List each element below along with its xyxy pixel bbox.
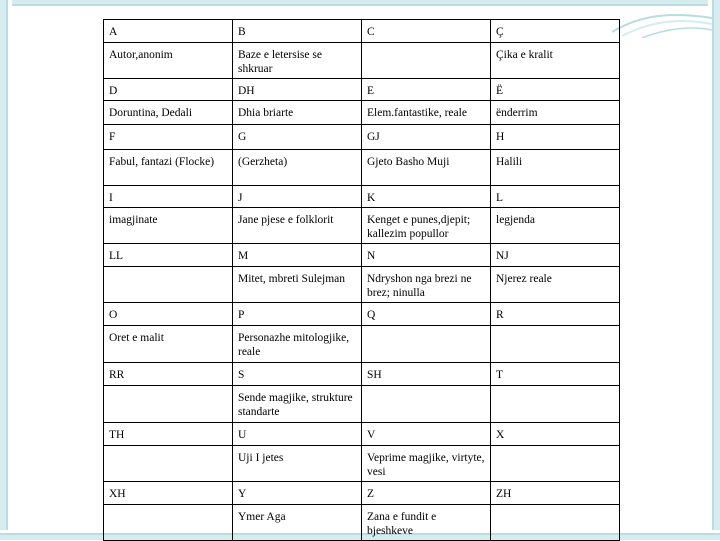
table-row [104,326,620,363]
table-cell: N [362,244,491,267]
table-row [104,446,620,482]
table-cell: TH [104,423,233,446]
table-row [104,79,620,101]
alphabet-table [103,19,620,541]
table-cell: G [233,125,362,150]
table-cell: ZH [491,482,620,505]
table-cell: Personazhe mitologjike, reale [233,326,362,363]
frame-top-border [0,0,720,8]
table-cell: R [491,303,620,326]
corner-decoration-icon [612,8,712,38]
table-cell: M [233,244,362,267]
table-row [104,303,620,326]
table-cell [104,386,233,423]
table-cell: Mitet, mbreti Sulejman [233,267,362,303]
table-cell: D [104,79,233,101]
table-cell: X [491,423,620,446]
table-cell: E [362,79,491,101]
table-cell: RR [104,363,233,386]
table-cell: S [233,363,362,386]
table-cell: Gjeto Basho Muji [362,150,491,186]
table-cell: Baze e letersise se shkruar [233,43,362,79]
table-cell: C [362,20,491,43]
table-cell: GJ [362,125,491,150]
table-cell [362,386,491,423]
table-cell: F [104,125,233,150]
table-cell: I [104,186,233,208]
table-cell: K [362,186,491,208]
table-cell: Ndryshon nga brezi ne brez; ninulla [362,267,491,303]
table-cell: NJ [491,244,620,267]
table-cell: imagjinate [104,208,233,244]
table-cell: Autor,anonim [104,43,233,79]
table-cell: Y [233,482,362,505]
table-cell [362,43,491,79]
table-cell [491,326,620,363]
table-cell: Elem.fantastike, reale [362,101,491,125]
table-row [104,423,620,446]
table-cell: V [362,423,491,446]
table-row [104,267,620,303]
table-cell: LL [104,244,233,267]
table-row [104,482,620,505]
table-row [104,244,620,267]
table-row [104,186,620,208]
table-cell: J [233,186,362,208]
table-cell: T [491,363,620,386]
table-cell: DH [233,79,362,101]
table-cell: Z [362,482,491,505]
table-cell: Ë [491,79,620,101]
table-cell [104,505,233,541]
table-cell: A [104,20,233,43]
table-cell: Halili [491,150,620,186]
table-cell: Veprime magjike, virtyte, vesi [362,446,491,482]
table-cell: H [491,125,620,150]
table-cell: Ç [491,20,620,43]
table-cell: Uji I jetes [233,446,362,482]
table-cell: Zana e fundit e bjeshkeve [362,505,491,541]
table-cell [104,267,233,303]
table-row [104,43,620,79]
table-cell: SH [362,363,491,386]
table-cell [491,505,620,541]
table-row [104,150,620,186]
table-cell: Jane pjese e folklorit [233,208,362,244]
table-row [104,505,620,541]
table-cell: Kenget e punes,djepit; kallezim popullor [362,208,491,244]
table-cell: U [233,423,362,446]
table-cell: P [233,303,362,326]
table-cell: O [104,303,233,326]
table-cell: Ymer Aga [233,505,362,541]
table-cell: Njerez reale [491,267,620,303]
table-cell: Doruntina, Dedali [104,101,233,125]
table-cell: Sende magjike, strukture standarte [233,386,362,423]
table-cell [362,326,491,363]
table-cell: XH [104,482,233,505]
table-cell: B [233,20,362,43]
table-cell: Oret e malit [104,326,233,363]
table-cell: Fabul, fantazi (Flocke) [104,150,233,186]
table-row [104,20,620,43]
table-cell: (Gerzheta) [233,150,362,186]
frame-left-border [0,0,12,540]
table-row [104,101,620,125]
table-cell: Q [362,303,491,326]
table-row [104,125,620,150]
table-row [104,386,620,423]
table-cell [104,446,233,482]
table-row [104,208,620,244]
table-cell: ënderrim [491,101,620,125]
table-row [104,363,620,386]
table-cell [491,386,620,423]
table-cell: Dhia briarte [233,101,362,125]
alphabet-table-body [104,20,620,541]
table-cell [491,446,620,482]
table-cell: L [491,186,620,208]
table-cell: Çika e kralit [491,43,620,79]
table-cell: legjenda [491,208,620,244]
frame-right-border [708,0,720,540]
